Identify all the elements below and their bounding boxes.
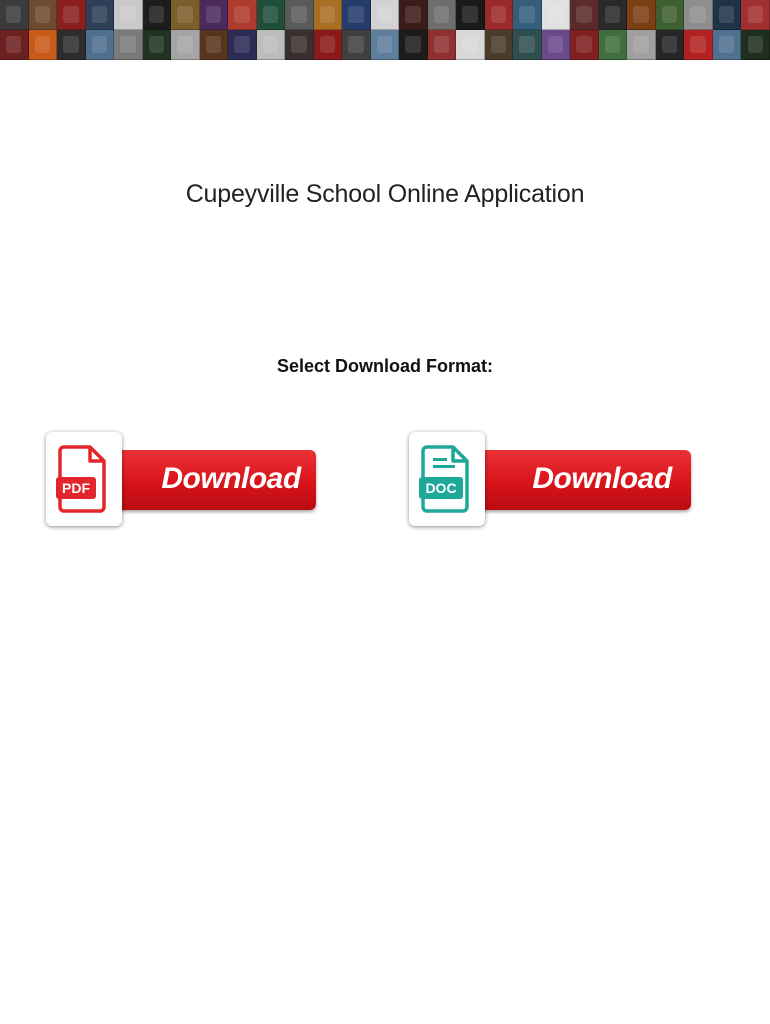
banner-tile [485, 30, 514, 60]
banner-tile [713, 30, 742, 60]
doc-download-red-button[interactable] [477, 450, 691, 510]
banner-tile [399, 30, 428, 60]
banner-tile [0, 30, 29, 60]
pdf-download-label: Download [161, 462, 301, 495]
doc-badge: DOC [425, 480, 457, 496]
banner-tile [599, 30, 628, 60]
banner-tile [741, 30, 770, 60]
banner-tile [257, 0, 286, 30]
banner-tile [143, 0, 172, 30]
banner-tile [342, 0, 371, 30]
banner-tile [114, 30, 143, 60]
banner-tile [171, 30, 200, 60]
banner-tile [29, 30, 58, 60]
banner-tile [656, 30, 685, 60]
pdf-download-button[interactable] [46, 432, 318, 532]
banner-tile [371, 0, 400, 30]
banner-tile [86, 0, 115, 30]
doc-file-icon [419, 444, 475, 514]
banner-tile [542, 30, 571, 60]
banner-tile [228, 30, 257, 60]
banner-tile [86, 30, 115, 60]
page-title: Cupeyville School Online Application [185, 180, 585, 208]
banner-tile [513, 0, 542, 30]
banner-tile [713, 0, 742, 30]
banner-tile [143, 30, 172, 60]
banner-tile [57, 30, 86, 60]
banner-tile [171, 0, 200, 30]
banner-tile [314, 30, 343, 60]
banner-tile [456, 0, 485, 30]
pdf-file-icon [56, 444, 112, 514]
banner-tile [428, 30, 457, 60]
banner-tile [428, 0, 457, 30]
banner-tile [627, 0, 656, 30]
doc-download-button[interactable] [409, 432, 694, 532]
banner-tile [314, 0, 343, 30]
banner-tile [228, 0, 257, 30]
banner-tile [485, 0, 514, 30]
doc-download-label: Download [532, 462, 672, 495]
pdf-badge: PDF [62, 480, 90, 496]
banner-tile [570, 30, 599, 60]
banner-tile [456, 30, 485, 60]
banner-tile [200, 30, 229, 60]
banner-tile [570, 0, 599, 30]
banner-tile [656, 0, 685, 30]
banner-tile [29, 0, 58, 30]
doc-file-card [409, 432, 485, 526]
banner-tile [371, 30, 400, 60]
banner-tile [513, 30, 542, 60]
banner-tile [285, 30, 314, 60]
banner-tile [599, 0, 628, 30]
banner-tile [200, 0, 229, 30]
banner-tile [399, 0, 428, 30]
banner-tile [0, 0, 29, 30]
banner-tile [627, 30, 656, 60]
banner-tile [57, 0, 86, 30]
format-heading: Select Download Format: [276, 356, 494, 376]
banner-tile [342, 30, 371, 60]
pdf-file-card [46, 432, 122, 526]
banner-tile [285, 0, 314, 30]
banner-tile [114, 0, 143, 30]
cover-mosaic-banner [0, 0, 770, 60]
banner-tile [684, 30, 713, 60]
banner-tile [684, 0, 713, 30]
banner-tile [741, 0, 770, 30]
pdf-download-red-button[interactable] [110, 450, 316, 510]
banner-tile [542, 0, 571, 30]
banner-tile [257, 30, 286, 60]
